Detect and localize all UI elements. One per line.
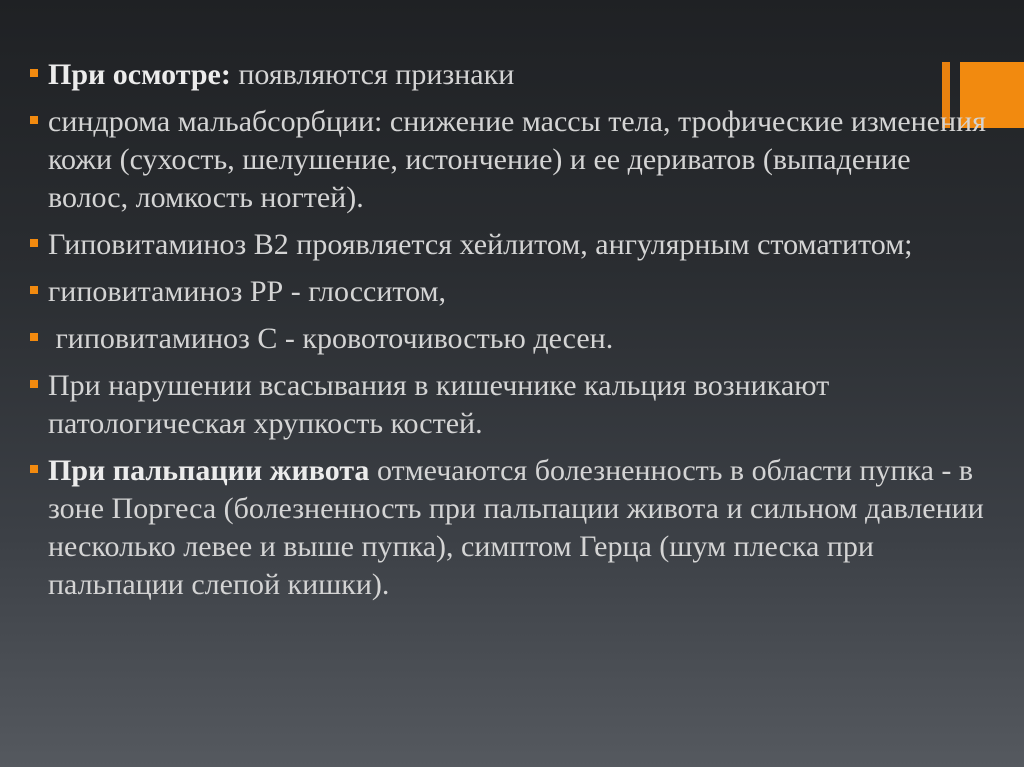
bullet-item-2 — [28, 103, 990, 217]
item-text: При нарушении всасывания в кишечнике кальция возникают патологическая хрупкость костей. — [48, 369, 830, 440]
item-bold-text: При пальпации живота — [48, 454, 370, 487]
bullet-item-4 — [28, 273, 990, 311]
item-text: отмечаются болезненность в области пупка - в зоне Поргеса (болезненность при пальпации живота и сильном давлении несколько левее и выше пупка), симптом Герца (шум плеска при пальпации слепой кишки). — [48, 454, 984, 601]
bullet-item-1 — [28, 56, 990, 94]
item-text: гиповитаминоз С - кровоточивостью десен. — [48, 322, 614, 355]
bullet-item-7 — [28, 452, 990, 604]
item-text: Гиповитаминоз В2 проявляется хейлитом, ангулярным стоматитом; — [48, 228, 913, 261]
bullet-item-5 — [28, 320, 990, 358]
slide-content — [28, 56, 990, 613]
item-bold-text: При осмотре: — [48, 58, 231, 91]
bullet-item-3 — [28, 226, 990, 264]
bullet-marker — [30, 286, 38, 294]
bullet-marker — [30, 465, 38, 473]
item-text: появляются признаки — [230, 58, 515, 91]
bullet-marker — [30, 380, 38, 388]
bullet-marker — [30, 116, 38, 124]
item-text: гиповитаминоз РР - глосситом, — [48, 275, 447, 308]
bullet-item-6 — [28, 367, 990, 443]
bullet-marker — [30, 239, 38, 247]
bullet-marker — [30, 333, 38, 341]
item-text: синдрома мальабсорбции: снижение массы тела, трофические изменения кожи (сухость, шелушение, истончение) и ее дериватов (выпадение волос, ломкость ногтей). — [48, 105, 986, 214]
bullet-marker — [30, 69, 38, 77]
